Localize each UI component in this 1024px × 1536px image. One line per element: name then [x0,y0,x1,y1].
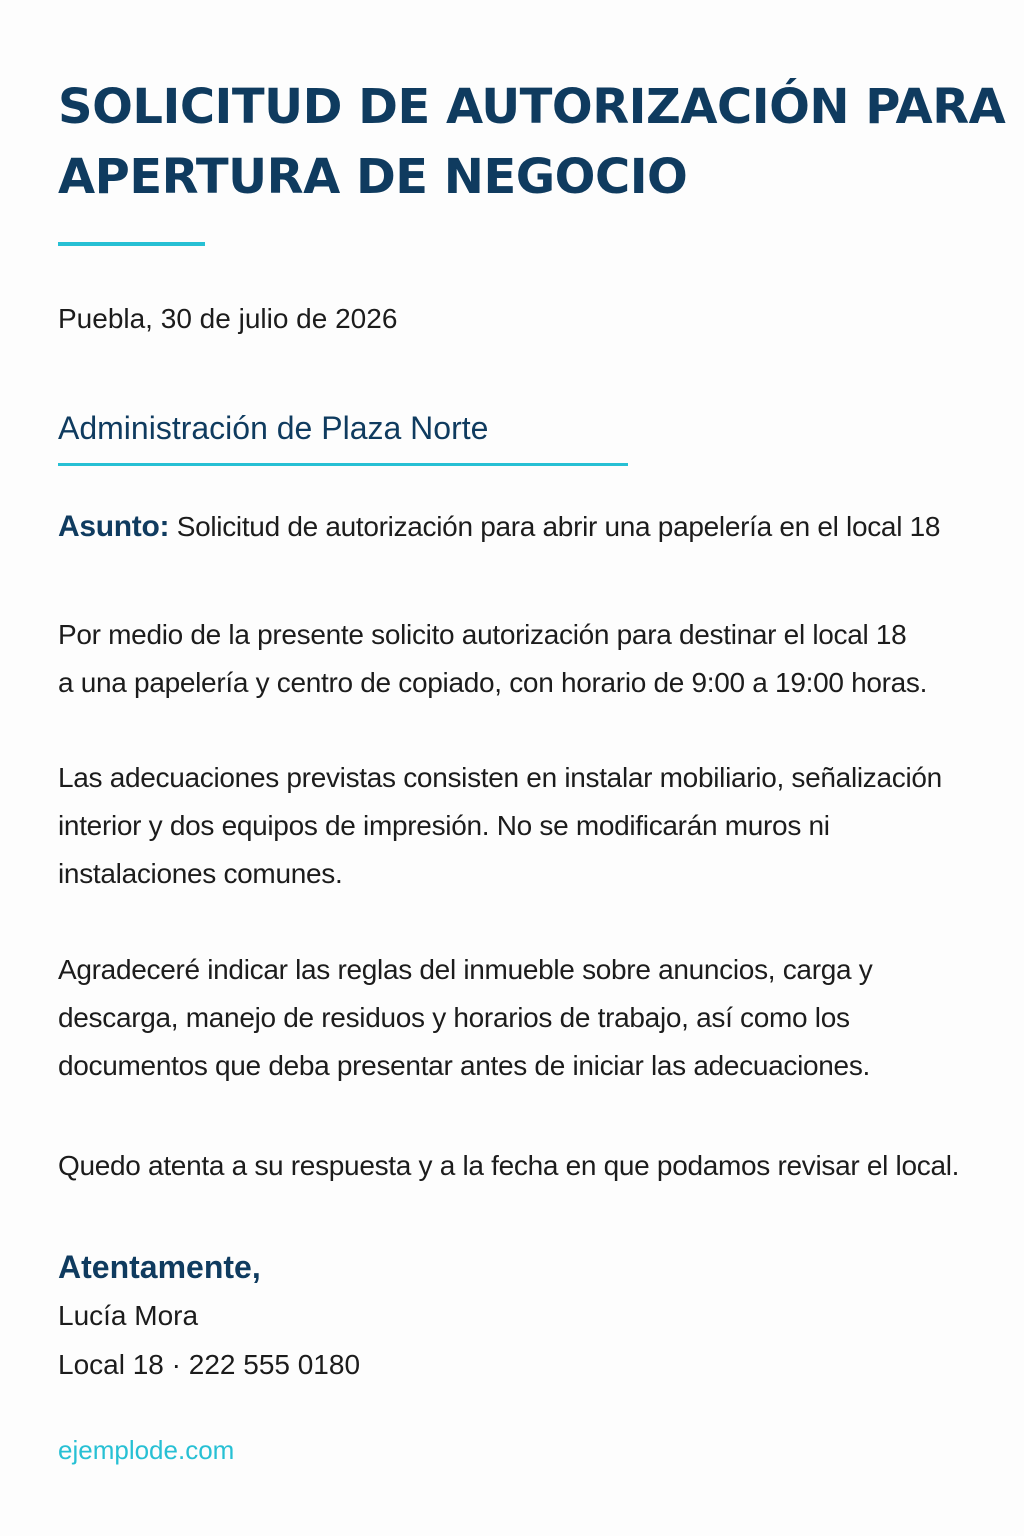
subject-text: Solicitud de autorización para abrir una papelería en el local 18 [176,511,941,542]
document-title-line: SOLICITUD DE AUTORIZACIÓN PARA [58,79,1006,135]
paragraph-line: Agradeceré indicar las reglas del inmueble sobre anuncios, carga y [58,954,873,985]
paragraph-line: Por medio de la presente solicito autorización para destinar el local 18 [58,619,907,650]
document-title-line: APERTURA DE NEGOCIO [58,149,688,205]
subject-label: Asunto: [58,510,170,543]
signer-name: Lucía Mora [58,1300,199,1331]
body-paragraph [58,611,958,707]
paragraph-line: descarga, manejo de residuos y horarios de trabajo, así como los [58,1002,850,1033]
paragraph-line: interior y dos equipos de impresión. No se modificarán muros ni [58,810,830,841]
recipient-heading: Administración de Plaza Norte [58,410,489,446]
body-paragraph [58,1142,958,1190]
paragraph-line: instalaciones comunes. [58,858,343,889]
footer-website-link[interactable]: ejemplode.com [58,1435,235,1465]
signer-contact: Local 18 · 222 555 0180 [58,1349,361,1380]
body-paragraph [58,946,958,1090]
recipient-accent-rule [58,463,628,466]
paragraph-line: a una papelería y centro de copiado, con horario de 9:00 a 19:00 horas. [58,667,928,698]
letter-date: Puebla, 30 de julio de 2026 [58,303,398,334]
paragraph-line: Las adecuaciones previstas consisten en instalar mobiliario, señalización [58,762,942,793]
paragraph-line: Quedo atenta a su respuesta y a la fecha en que podamos revisar el local. [58,1150,960,1181]
body-paragraph [58,754,958,898]
subject-line [58,506,940,548]
paragraph-line: documentos que deba presentar antes de iniciar las adecuaciones. [58,1050,871,1081]
letter-page [58,0,1006,1536]
title-accent-rule [58,242,205,246]
document-title [58,72,1006,212]
closing-salutation: Atentamente, [58,1249,261,1285]
